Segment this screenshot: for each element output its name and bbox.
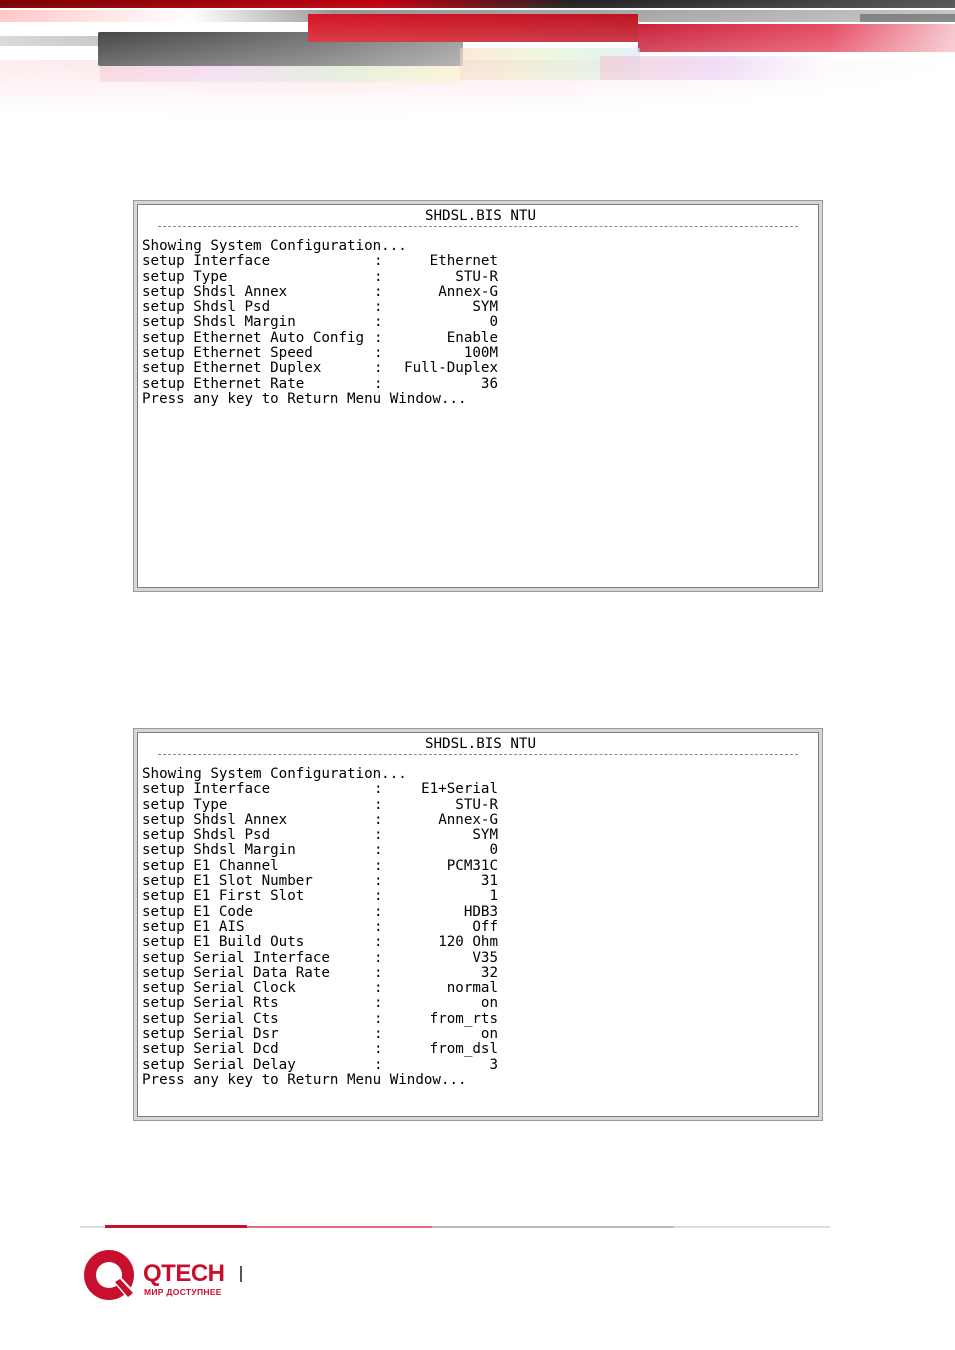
config-label: setup E1 First Slot xyxy=(142,888,305,905)
config-value: from_rts xyxy=(429,1010,498,1027)
terminal-title: SHDSL.BIS NTU xyxy=(424,208,537,224)
terminal-prompt: Press any key to Return Menu Window... xyxy=(142,1071,467,1088)
config-label: setup Serial Interface xyxy=(142,949,330,966)
config-label: setup Serial Clock xyxy=(142,980,296,997)
config-value: Enable xyxy=(446,329,498,346)
config-value: 32 xyxy=(480,964,498,981)
config-label: setup Serial Rts xyxy=(142,995,279,1012)
config-label: setup Serial Dcd xyxy=(142,1041,279,1058)
config-label: setup E1 AIS xyxy=(142,918,245,935)
config-row xyxy=(142,285,814,300)
config-row xyxy=(142,843,814,858)
footer-rule xyxy=(80,1225,830,1229)
config-separator: : xyxy=(374,1056,383,1073)
config-label: setup Shdsl Annex xyxy=(142,811,288,828)
config-label: setup Shdsl Psd xyxy=(142,299,271,316)
config-separator: : xyxy=(374,299,383,316)
config-separator: : xyxy=(374,360,383,377)
config-row xyxy=(142,859,814,874)
config-separator: : xyxy=(374,283,383,300)
config-row xyxy=(142,874,814,889)
config-separator: : xyxy=(374,345,383,362)
config-row xyxy=(142,981,814,996)
config-label: setup Interface xyxy=(142,253,271,270)
config-label: setup E1 Slot Number xyxy=(142,873,313,890)
config-separator: : xyxy=(374,1010,383,1027)
config-row xyxy=(142,377,814,392)
config-row xyxy=(142,361,814,376)
config-label: setup Shdsl Annex xyxy=(142,283,288,300)
config-row xyxy=(142,270,814,285)
config-label: setup Serial Data Rate xyxy=(142,964,330,981)
config-label: setup Shdsl Psd xyxy=(142,827,271,844)
config-label: setup Serial Delay xyxy=(142,1056,296,1073)
qtech-logo-icon xyxy=(80,1246,138,1304)
config-row xyxy=(142,889,814,904)
config-value: on xyxy=(480,995,498,1012)
config-value: Ethernet xyxy=(429,253,498,270)
config-label: setup Shdsl Margin xyxy=(142,314,296,331)
config-label: setup Serial Cts xyxy=(142,1010,279,1027)
config-label: setup Ethernet Auto Config xyxy=(142,329,365,346)
config-value: 0 xyxy=(489,842,498,859)
config-value: STU-R xyxy=(455,268,498,285)
config-value: from_dsl xyxy=(429,1041,498,1058)
config-row xyxy=(142,813,814,828)
config-value: on xyxy=(480,1026,498,1043)
config-separator: : xyxy=(374,811,383,828)
config-separator: : xyxy=(374,268,383,285)
config-row xyxy=(142,346,814,361)
config-label: setup Shdsl Margin xyxy=(142,842,296,859)
config-separator: : xyxy=(374,995,383,1012)
config-separator: : xyxy=(374,1041,383,1058)
config-label: setup E1 Channel xyxy=(142,857,279,874)
config-value: 3 xyxy=(489,1056,498,1073)
config-value: 120 Ohm xyxy=(438,934,498,951)
config-separator: : xyxy=(374,857,383,874)
config-separator: : xyxy=(374,253,383,270)
config-value: E1+Serial xyxy=(421,781,498,798)
config-row xyxy=(142,254,814,269)
config-value: SYM xyxy=(472,299,498,316)
config-separator: : xyxy=(374,375,383,392)
brand-logo xyxy=(80,1246,260,1308)
terminal-title: SHDSL.BIS NTU xyxy=(424,736,537,752)
config-value: Off xyxy=(472,918,498,935)
config-label: setup Type xyxy=(142,796,228,813)
config-label: setup Ethernet Rate xyxy=(142,375,305,392)
config-label: setup Type xyxy=(142,268,228,285)
config-row xyxy=(142,951,814,966)
config-list xyxy=(142,782,814,1073)
config-row xyxy=(142,905,814,920)
terminal-screenshot-e1-serial xyxy=(133,728,823,1121)
config-row xyxy=(142,966,814,981)
config-row xyxy=(142,1012,814,1027)
config-row xyxy=(142,828,814,843)
config-separator: : xyxy=(374,827,383,844)
config-separator: : xyxy=(374,888,383,905)
config-value: 1 xyxy=(489,888,498,905)
config-separator: : xyxy=(374,314,383,331)
config-separator: : xyxy=(374,980,383,997)
config-label: setup Ethernet Duplex xyxy=(142,360,322,377)
config-value: 36 xyxy=(480,375,498,392)
config-value: HDB3 xyxy=(463,903,498,920)
config-value: Annex-G xyxy=(438,811,498,828)
config-separator: : xyxy=(374,873,383,890)
config-value: 0 xyxy=(489,314,498,331)
config-separator: : xyxy=(374,903,383,920)
config-separator: : xyxy=(374,918,383,935)
footer-divider xyxy=(240,1266,242,1282)
config-label: setup Ethernet Speed xyxy=(142,345,313,362)
config-separator: : xyxy=(374,949,383,966)
brand-name: QTECH xyxy=(143,1260,225,1287)
terminal-prompt: Press any key to Return Menu Window... xyxy=(142,390,467,407)
config-row xyxy=(142,315,814,330)
header-banner xyxy=(0,0,955,160)
config-row xyxy=(142,920,814,935)
config-value: Full-Duplex xyxy=(404,360,498,377)
config-value: V35 xyxy=(472,949,498,966)
terminal-intro: Showing System Configuration... xyxy=(142,766,407,782)
config-separator: : xyxy=(374,964,383,981)
config-row xyxy=(142,300,814,315)
config-row xyxy=(142,1027,814,1042)
config-separator: : xyxy=(374,934,383,951)
config-value: 31 xyxy=(480,873,498,890)
config-row xyxy=(142,782,814,797)
config-row xyxy=(142,798,814,813)
config-value: Annex-G xyxy=(438,283,498,300)
config-separator: : xyxy=(374,842,383,859)
config-row xyxy=(142,331,814,346)
terminal-intro: Showing System Configuration... xyxy=(142,238,407,254)
config-value: SYM xyxy=(472,827,498,844)
config-separator: : xyxy=(374,796,383,813)
config-list xyxy=(142,254,814,392)
config-label: setup Serial Dsr xyxy=(142,1026,279,1043)
config-row xyxy=(142,996,814,1011)
config-value: STU-R xyxy=(455,796,498,813)
config-value: PCM31C xyxy=(446,857,498,874)
config-label: setup E1 Code xyxy=(142,903,254,920)
config-separator: : xyxy=(374,1026,383,1043)
config-row xyxy=(142,1042,814,1057)
config-value: normal xyxy=(446,980,498,997)
brand-tagline: МИР ДОСТУПНЕЕ xyxy=(144,1287,222,1297)
config-row xyxy=(142,935,814,950)
config-separator: : xyxy=(374,329,383,346)
config-separator: : xyxy=(374,781,383,798)
config-row xyxy=(142,1058,814,1073)
config-label: setup Interface xyxy=(142,781,271,798)
config-label: setup E1 Build Outs xyxy=(142,934,305,951)
terminal-screenshot-ethernet xyxy=(133,200,823,592)
config-value: 100M xyxy=(463,345,498,362)
